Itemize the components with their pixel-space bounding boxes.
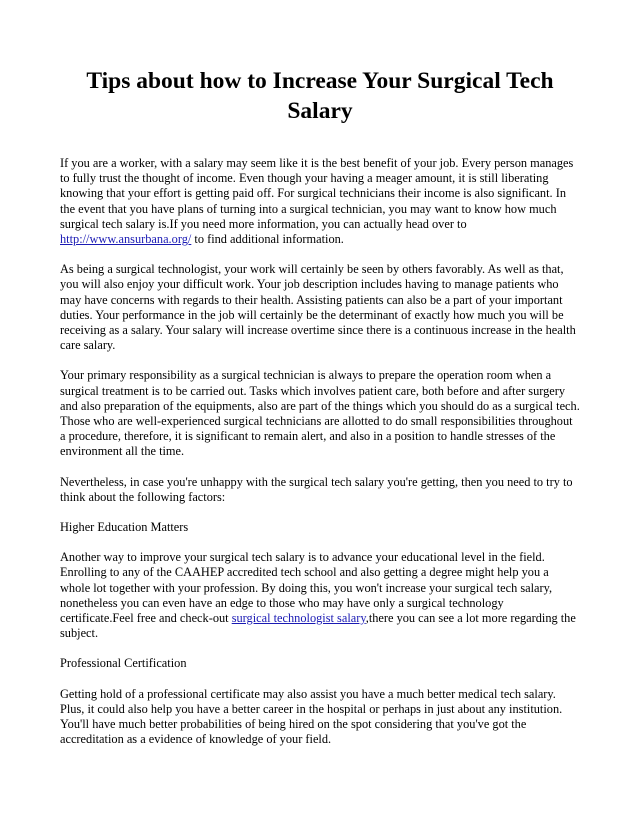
paragraph-education-text-start: Another way to improve your surgical tech salary is to advance your educational level in the field. Enrolling to any of the CAAHEP accredited tech school and also getting a degree might help you a whole lot together with your profession. By doing this, you won't increase your surgical tech salary, nonetheless you can even have an edge to those who may have only a surgical technology certificate.Feel free and check-out — [60, 550, 553, 626]
paragraph-factors: Nevertheless, in case you're unhappy with the surgical tech salary you're getting, then you need to try to think about the following factors: — [60, 474, 573, 504]
paragraph-intro-text-start: If you are a worker, with a salary may seem like it is the best benefit of your job. Every person manages to fully trust the thought of income. Even though your having a meager amount, it is still liberating knowing that your effort is getting paid off. For surgical technicians their income is also significant. In the event that you have plans of turning into a surgical technician, you may want to know how much surgical tech salary is.If you need more information, you can actually head over to — [60, 156, 574, 231]
paragraph-intro — [60, 156, 580, 247]
paragraph-education-text-end: ,there you can see a lot more regarding the subject. — [60, 611, 576, 641]
section-heading-certification: Professional Certification — [60, 656, 187, 671]
ansurbana-link[interactable]: http://www.ansurbana.org/ — [60, 232, 192, 247]
paragraph-certification: Getting hold of a professional certificate may also assist you have a much better medical tech salary. Plus, it could also help you have a better career in the hospital or perhaps in just about any institution. You'll have much better probabilities of being hired on the spot considering that you've got the accreditation as a evidence of knowledge of your field. — [60, 686, 563, 747]
paragraph-technologist: As being a surgical technologist, your work will certainly be seen by others favorably. As well as that, you will also enjoy your difficult work. Your job description includes having to manage patients who may have concerns with regards to their health. Assisting patients can also be a part of your important duties. Your performance in the job will certainly be the determinant of exactly how much you will be receiving as a salary. Your salary will increase overtime since there is a continuous increase in the health care salary. — [60, 262, 576, 353]
document-title: Tips about how to Increase Your Surgical Tech Salary — [86, 68, 554, 124]
section-heading-education: Higher Education Matters — [60, 520, 189, 535]
surgical-technologist-salary-link[interactable]: surgical technologist salary — [231, 611, 366, 626]
paragraph-intro-text-end: to find additional information. — [191, 232, 344, 247]
paragraph-responsibility: Your primary responsibility as a surgical technician is always to prepare the operation room when a surgical treatment is to be carried out. Tasks which involves patient care, both before and after surgery and also preparation of the equipments, also are part of the things which you should do as a surgical tech. Those who are well-experienced surgical technicians are allotted to do small responsibilities throughout a procedure, therefore, it is significant to remain alert, and also in a position to handle stresses of the environment all the time. — [60, 368, 580, 459]
document-page — [60, 66, 580, 763]
paragraph-education — [60, 550, 580, 641]
